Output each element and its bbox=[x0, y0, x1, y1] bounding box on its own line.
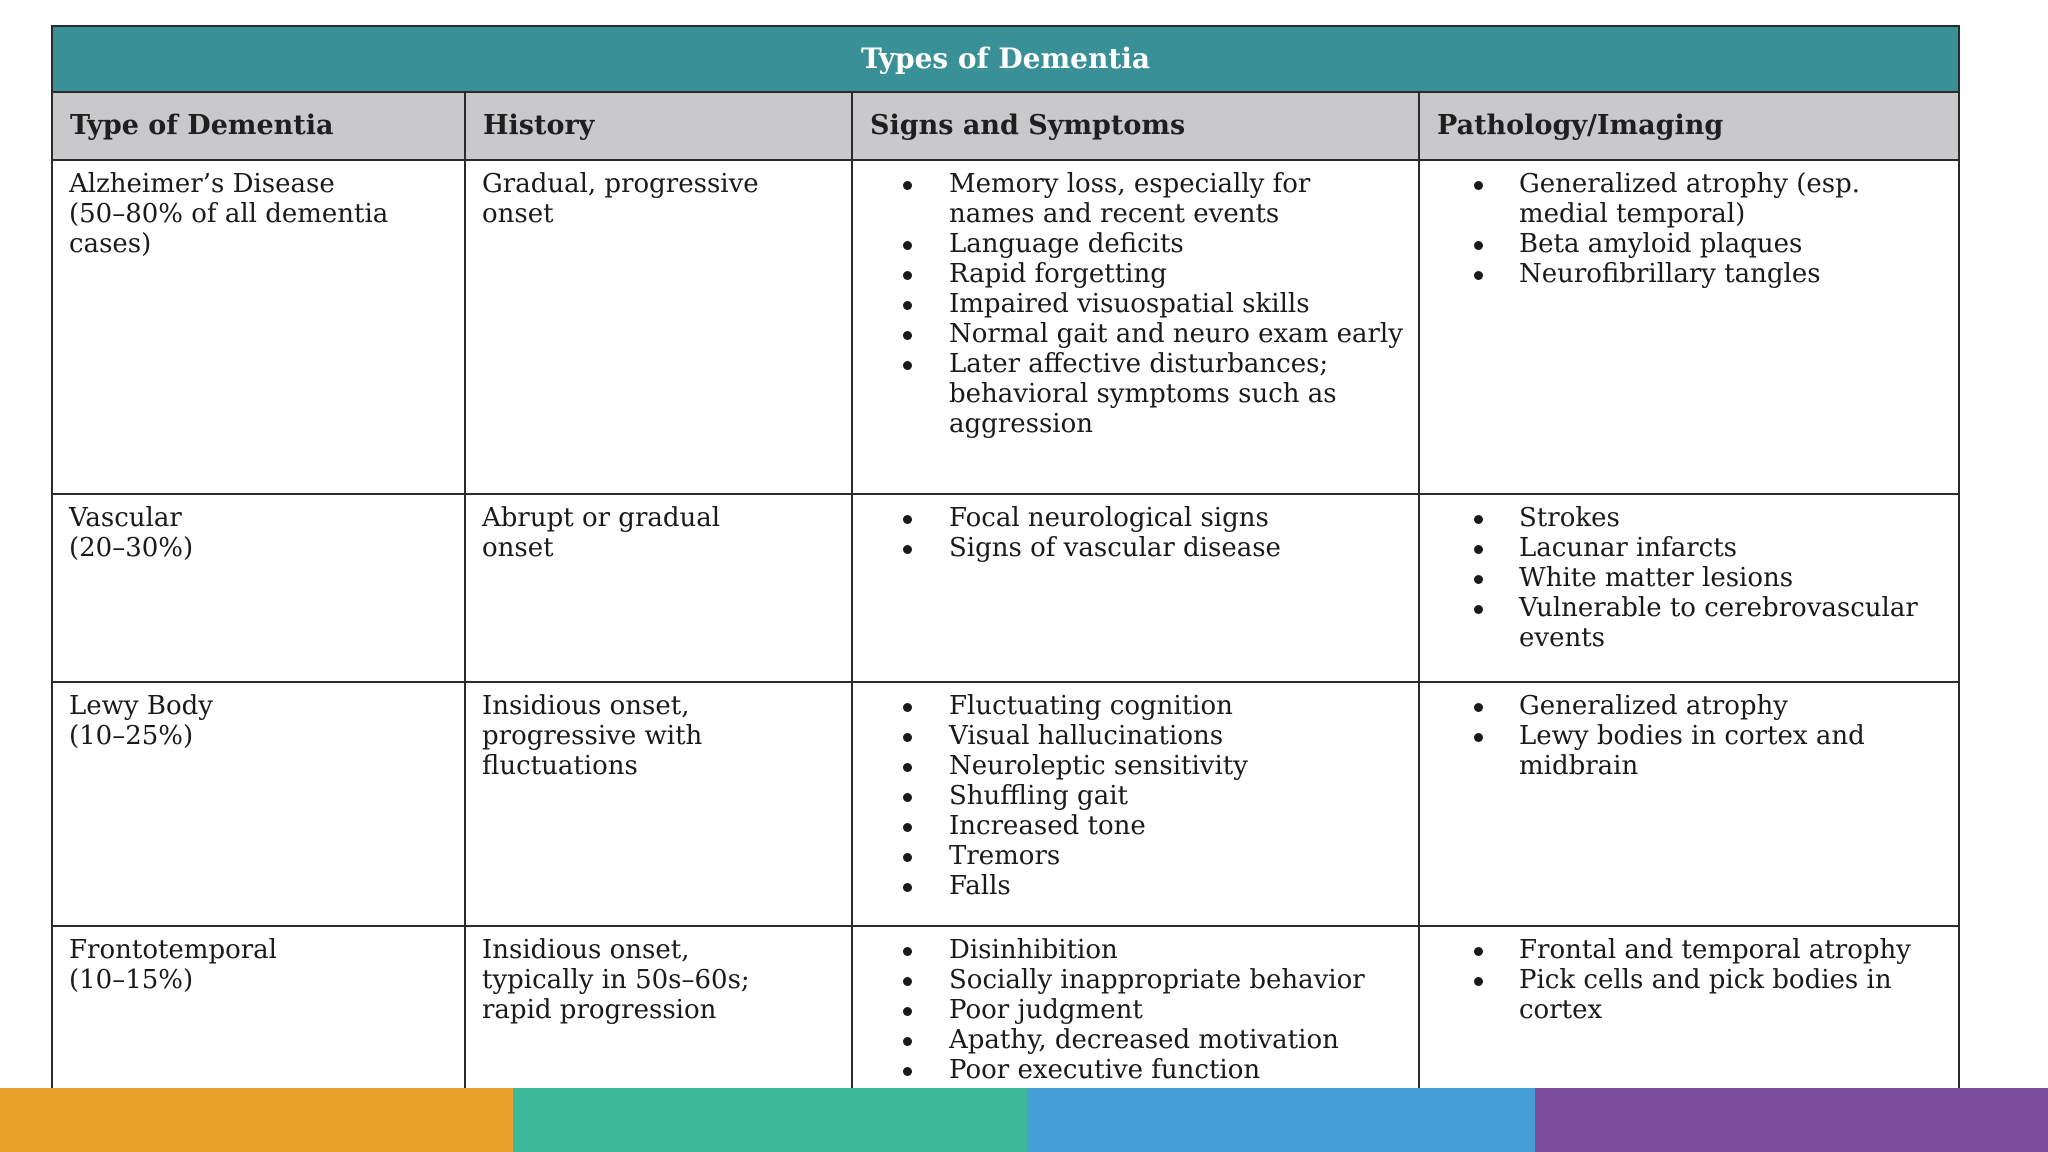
pathology-list-item: Pick cells and pick bodies in cortex bbox=[1420, 965, 1944, 1025]
history-line: Gradual, progressive bbox=[482, 169, 759, 199]
signs-list-item: Rapid forgetting bbox=[853, 259, 1404, 289]
history-cell bbox=[465, 160, 852, 494]
history-line: onset bbox=[482, 199, 554, 229]
type-line: Lewy Body bbox=[69, 691, 213, 721]
type-line: cases) bbox=[69, 229, 152, 259]
signs-list-item: Impaired visuospatial skills bbox=[853, 289, 1404, 319]
type-line: Alzheimer’s Disease bbox=[69, 169, 335, 199]
pathology-cell bbox=[1419, 682, 1959, 926]
pathology-list-item: Generalized atrophy (esp. medial temporal) bbox=[1420, 169, 1944, 229]
history-line: rapid progression bbox=[482, 995, 717, 1025]
history-line: Insidious onset, bbox=[482, 691, 690, 721]
color-bar-blue-segment bbox=[1027, 1088, 1535, 1152]
signs-list-item: Visual hallucinations bbox=[853, 721, 1404, 751]
signs-list-item: Language deficits bbox=[853, 229, 1404, 259]
table-row-vascular bbox=[52, 494, 1959, 682]
signs-list bbox=[853, 935, 1404, 1085]
pathology-list bbox=[1420, 169, 1944, 289]
signs-list bbox=[853, 503, 1404, 563]
pathology-list-item: Beta amyloid plaques bbox=[1420, 229, 1944, 259]
pathology-list bbox=[1420, 935, 1944, 1025]
color-bar-teal-segment bbox=[513, 1088, 1027, 1152]
signs-list-item: Poor executive function bbox=[853, 1055, 1404, 1085]
color-bar-purple-segment bbox=[1535, 1088, 2048, 1152]
signs-list-item: Neuroleptic sensitivity bbox=[853, 751, 1404, 781]
signs-list-item: Normal gait and neuro exam early bbox=[853, 319, 1404, 349]
history-line: fluctuations bbox=[482, 751, 638, 781]
pathology-list bbox=[1420, 503, 1944, 653]
signs-list-item: Socially inappropriate behavior bbox=[853, 965, 1404, 995]
header-signs-and-symptoms: Signs and Symptoms bbox=[852, 92, 1419, 160]
history-cell bbox=[465, 494, 852, 682]
signs-list-item: Fluctuating cognition bbox=[853, 691, 1404, 721]
signs-list-item: Apathy, decreased motivation bbox=[853, 1025, 1404, 1055]
signs-cell bbox=[852, 494, 1419, 682]
type-line: (10–15%) bbox=[69, 965, 194, 995]
signs-list-item: Tremors bbox=[853, 841, 1404, 871]
pathology-list-item: Lacunar infarcts bbox=[1420, 533, 1944, 563]
history-line: onset bbox=[482, 533, 554, 563]
signs-list-item: Later affective disturbances; behavioral symptoms such as aggression bbox=[853, 349, 1404, 439]
table-row-alzheimers bbox=[52, 160, 1959, 494]
header-pathology-imaging: Pathology/Imaging bbox=[1419, 92, 1959, 160]
signs-list-item: Shuffling gait bbox=[853, 781, 1404, 811]
history-line: Abrupt or gradual bbox=[482, 503, 721, 533]
signs-list-item: Disinhibition bbox=[853, 935, 1404, 965]
pathology-list-item: Vulnerable to cerebrovascular events bbox=[1420, 593, 1944, 653]
table-row-lewy-body bbox=[52, 682, 1959, 926]
pathology-list-item: Lewy bodies in cortex and midbrain bbox=[1420, 721, 1944, 781]
type-line: Frontotemporal bbox=[69, 935, 277, 965]
table-title: Types of Dementia bbox=[52, 26, 1959, 92]
table-header-row bbox=[52, 92, 1959, 160]
type-cell bbox=[52, 682, 465, 926]
signs-cell bbox=[852, 160, 1419, 494]
table-title-row bbox=[52, 26, 1959, 92]
type-cell bbox=[52, 160, 465, 494]
color-bar-orange-segment bbox=[0, 1088, 513, 1152]
header-history: History bbox=[465, 92, 852, 160]
history-cell bbox=[465, 682, 852, 926]
pathology-cell bbox=[1419, 160, 1959, 494]
signs-list-item: Focal neurological signs bbox=[853, 503, 1404, 533]
pathology-cell bbox=[1419, 494, 1959, 682]
signs-list-item: Memory loss, especially for names and recent events bbox=[853, 169, 1404, 229]
header-type-of-dementia: Type of Dementia bbox=[52, 92, 465, 160]
pathology-list-item: Strokes bbox=[1420, 503, 1944, 533]
history-line: Insidious onset, bbox=[482, 935, 690, 965]
signs-list bbox=[853, 691, 1404, 901]
pathology-list-item: Neurofibrillary tangles bbox=[1420, 259, 1944, 289]
dementia-types-table bbox=[51, 25, 1960, 1145]
signs-list-item: Falls bbox=[853, 871, 1404, 901]
type-line: Vascular bbox=[69, 503, 182, 533]
type-line: (50–80% of all dementia bbox=[69, 199, 389, 229]
type-line: (20–30%) bbox=[69, 533, 194, 563]
pathology-list-item: Generalized atrophy bbox=[1420, 691, 1944, 721]
history-line: progressive with bbox=[482, 721, 703, 751]
pathology-list-item: White matter lesions bbox=[1420, 563, 1944, 593]
signs-list bbox=[853, 169, 1404, 439]
pathology-list bbox=[1420, 691, 1944, 781]
type-line: (10–25%) bbox=[69, 721, 194, 751]
type-cell bbox=[52, 494, 465, 682]
history-line: typically in 50s–60s; bbox=[482, 965, 750, 995]
signs-cell bbox=[852, 682, 1419, 926]
signs-list-item: Increased tone bbox=[853, 811, 1404, 841]
pathology-list-item: Frontal and temporal atrophy bbox=[1420, 935, 1944, 965]
footer-color-bar bbox=[0, 1088, 2048, 1152]
signs-list-item: Poor judgment bbox=[853, 995, 1404, 1025]
signs-list-item: Signs of vascular disease bbox=[853, 533, 1404, 563]
